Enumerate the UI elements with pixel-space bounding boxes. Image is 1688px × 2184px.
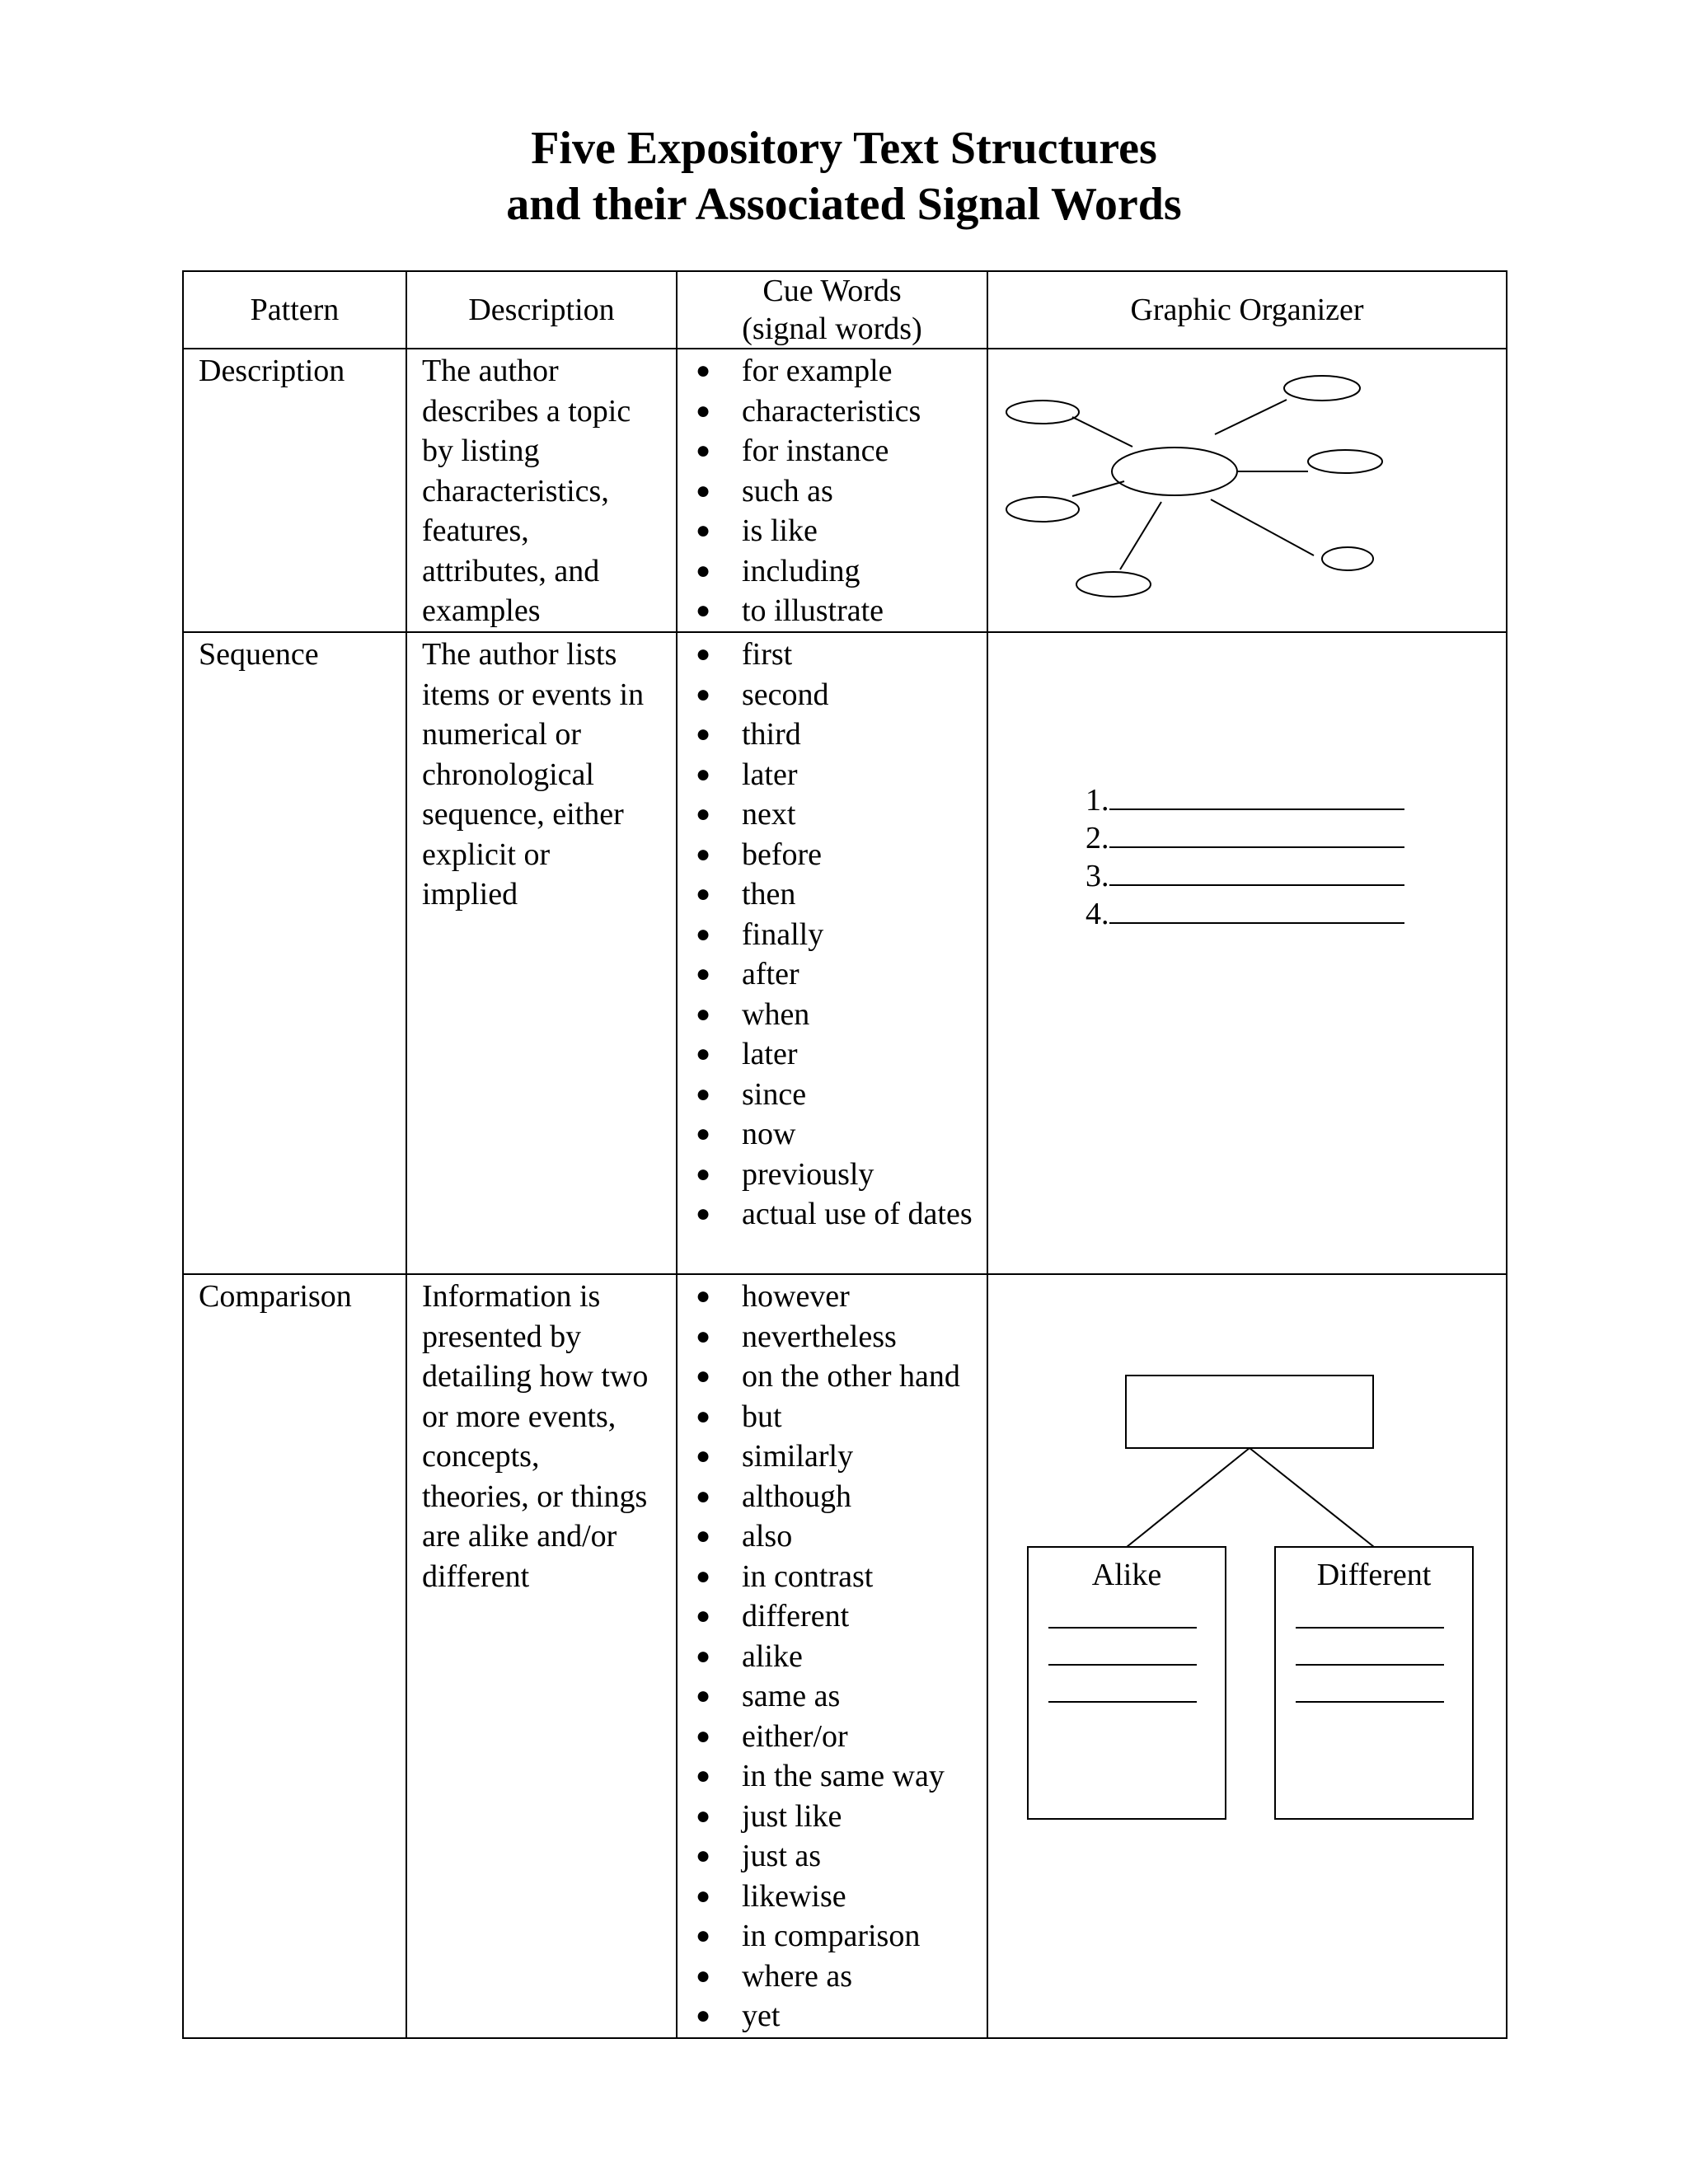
bullet-icon: ● bbox=[696, 1442, 711, 1469]
bullet-icon: ● bbox=[696, 1922, 711, 1949]
blank-line bbox=[1109, 860, 1404, 886]
tree-branch bbox=[1127, 1448, 1250, 1547]
header-row bbox=[183, 271, 1507, 349]
bullet-icon: ● bbox=[696, 1402, 711, 1430]
web-spoke bbox=[1072, 417, 1132, 447]
web-spoke bbox=[1072, 481, 1124, 496]
web-spoke bbox=[1215, 400, 1287, 434]
graphic-organizer-cell bbox=[987, 1274, 1507, 2038]
cue-word: ● yet bbox=[678, 1996, 983, 2036]
cue-words-cell bbox=[677, 349, 987, 632]
bullet-icon: ● bbox=[696, 1802, 711, 1830]
cue-word: ● later bbox=[678, 755, 983, 795]
description-line: or more events, bbox=[422, 1399, 617, 1434]
web-node bbox=[1308, 450, 1382, 473]
alike-label: Alike bbox=[1091, 1558, 1162, 1592]
cue-word: ● first bbox=[678, 635, 983, 675]
bullet-icon: ● bbox=[696, 720, 711, 748]
pattern-cell: Description bbox=[183, 349, 406, 632]
description-line: detailing how two bbox=[422, 1359, 649, 1394]
pattern-cell: Sequence bbox=[183, 632, 406, 1274]
description-line: items or events in bbox=[422, 677, 645, 712]
header-cue-words-line1: Cue Words bbox=[762, 274, 902, 308]
numbered-blank: 2. bbox=[1085, 819, 1404, 857]
web-node bbox=[1076, 572, 1151, 597]
description-line: different bbox=[422, 1558, 530, 1594]
bullet-icon: ● bbox=[696, 960, 711, 987]
description-line: explicit or bbox=[422, 837, 551, 872]
bullet-icon: ● bbox=[696, 1722, 711, 1750]
description-line: The author lists bbox=[422, 637, 617, 672]
compare-tree-diagram bbox=[988, 1275, 1507, 2039]
cue-word: ● likewise bbox=[678, 1877, 983, 1917]
numbered-blank: 4. bbox=[1085, 895, 1404, 933]
web-node bbox=[1006, 401, 1079, 424]
numbered-blank: 3. bbox=[1085, 857, 1404, 895]
cue-word: ● just as bbox=[678, 1836, 983, 1877]
bullet-icon: ● bbox=[696, 1961, 711, 1990]
cue-words-cell bbox=[677, 632, 987, 1274]
cue-word: ● although bbox=[678, 1477, 983, 1517]
bullet-icon: ● bbox=[696, 357, 711, 384]
pattern-cell: Comparison bbox=[183, 1274, 406, 2038]
bullet-icon: ● bbox=[696, 1562, 711, 1590]
bullet-icon: ● bbox=[696, 1482, 711, 1510]
description-line: presented by bbox=[422, 1319, 582, 1354]
description-line: concepts, bbox=[422, 1439, 540, 1474]
header-description: Description bbox=[406, 271, 677, 349]
table-row-description bbox=[183, 349, 1507, 632]
header-pattern: Pattern bbox=[183, 271, 406, 349]
cue-word: ● to illustrate bbox=[678, 591, 983, 631]
bullet-icon: ● bbox=[696, 476, 711, 504]
cue-word: ● for instance bbox=[678, 431, 983, 471]
document-title-line-1: Five Expository Text Structures bbox=[531, 123, 1157, 174]
blank-line bbox=[1109, 822, 1404, 848]
graphic-organizer-cell bbox=[987, 349, 1507, 632]
cue-word: ● later bbox=[678, 1034, 983, 1075]
text-structures-table bbox=[182, 270, 1507, 2039]
description-cell bbox=[406, 632, 677, 1274]
bullet-icon: ● bbox=[696, 640, 711, 668]
cue-words-cell bbox=[677, 1274, 987, 2038]
numbered-blank: 1. bbox=[1085, 781, 1404, 819]
bullet-icon: ● bbox=[696, 1282, 711, 1310]
topic-box bbox=[1126, 1376, 1373, 1448]
bullet-icon: ● bbox=[696, 1080, 711, 1108]
bullet-icon: ● bbox=[696, 1160, 711, 1188]
bullet-icon: ● bbox=[696, 1200, 711, 1227]
bullet-icon: ● bbox=[696, 760, 711, 788]
bullet-icon: ● bbox=[696, 597, 711, 624]
table-row-comparison bbox=[183, 1274, 1507, 2038]
cue-word: ● finally bbox=[678, 915, 983, 955]
cue-word: ● when bbox=[678, 995, 983, 1035]
cue-word: ● then bbox=[678, 874, 983, 915]
bullet-icon: ● bbox=[696, 556, 711, 584]
bullet-icon: ● bbox=[696, 1762, 711, 1789]
cue-word: ● different bbox=[678, 1596, 983, 1637]
blank-line bbox=[1109, 898, 1404, 924]
bullet-icon: ● bbox=[696, 800, 711, 827]
header-cue-words-line2: (signal words) bbox=[742, 312, 922, 346]
numbered-list-organizer bbox=[1085, 781, 1404, 933]
header-graphic-organizer: Graphic Organizer bbox=[987, 271, 1507, 349]
web-node bbox=[1322, 547, 1373, 570]
cue-word: ● where as bbox=[678, 1957, 983, 1997]
description-line: describes a topic bbox=[422, 393, 631, 429]
cue-word: ● now bbox=[678, 1114, 983, 1155]
web-center-node bbox=[1112, 448, 1237, 495]
cue-word: ● next bbox=[678, 794, 983, 835]
bullet-icon: ● bbox=[696, 1642, 711, 1670]
description-line: characteristics, bbox=[422, 473, 609, 509]
tree-branch bbox=[1250, 1448, 1374, 1547]
description-line: numerical or bbox=[422, 717, 582, 752]
document-title-line-2: and their Associated Signal Words bbox=[506, 179, 1182, 230]
bullet-icon: ● bbox=[696, 680, 711, 708]
description-line: by listing bbox=[422, 434, 540, 468]
description-line: Information is bbox=[422, 1279, 601, 1314]
cue-word: ● since bbox=[678, 1075, 983, 1115]
cue-word: ● just like bbox=[678, 1797, 983, 1837]
bullet-icon: ● bbox=[696, 396, 711, 424]
cue-word: ● before bbox=[678, 835, 983, 875]
bullet-icon: ● bbox=[696, 1882, 711, 1910]
cue-word: ● in the same way bbox=[678, 1756, 983, 1797]
bullet-icon: ● bbox=[696, 1842, 711, 1869]
cue-word: ● on the other hand bbox=[678, 1357, 983, 1397]
cue-word: ● also bbox=[678, 1516, 983, 1557]
web-node bbox=[1284, 376, 1360, 401]
description-line: attributes, and bbox=[422, 553, 600, 588]
web-spoke bbox=[1211, 499, 1314, 555]
cue-word: ● third bbox=[678, 715, 983, 755]
description-line: are alike and/or bbox=[422, 1519, 617, 1554]
cue-word: ● similarly bbox=[678, 1436, 983, 1477]
header-cue-words bbox=[677, 271, 987, 349]
bullet-icon: ● bbox=[696, 1322, 711, 1350]
bullet-icon: ● bbox=[696, 1040, 711, 1067]
description-line: theories, or things bbox=[422, 1479, 648, 1514]
cue-word: ● in contrast bbox=[678, 1557, 983, 1597]
cue-word: ● after bbox=[678, 954, 983, 995]
cue-word: ● same as bbox=[678, 1676, 983, 1717]
description-line: examples bbox=[422, 593, 541, 628]
cue-word: ● however bbox=[678, 1277, 983, 1317]
graphic-organizer-cell bbox=[987, 632, 1507, 1274]
bullet-icon: ● bbox=[696, 840, 711, 868]
cue-word: ● characteristics bbox=[678, 391, 983, 432]
description-line: sequence, either bbox=[422, 797, 624, 832]
cue-word-list bbox=[678, 351, 983, 631]
description-cell bbox=[406, 349, 677, 632]
cue-word: ● alike bbox=[678, 1637, 983, 1677]
bullet-icon: ● bbox=[696, 2002, 711, 2029]
different-label: Different bbox=[1316, 1558, 1432, 1592]
description-cell bbox=[406, 1274, 677, 2038]
cue-word: ● is like bbox=[678, 511, 983, 551]
description-line: The author bbox=[422, 354, 559, 388]
table-row-sequence bbox=[183, 632, 1507, 1274]
cue-word: ● nevertheless bbox=[678, 1317, 983, 1357]
cue-word: ● previously bbox=[678, 1155, 983, 1195]
bullet-icon: ● bbox=[696, 1120, 711, 1147]
bullet-icon: ● bbox=[696, 517, 711, 544]
cue-word: ● actual use of dates bbox=[678, 1194, 983, 1235]
description-line: implied bbox=[422, 877, 518, 912]
cue-word-list bbox=[678, 1277, 983, 2036]
description-line: features, bbox=[422, 513, 529, 548]
web-spoke bbox=[1120, 502, 1161, 569]
bullet-icon: ● bbox=[696, 1000, 711, 1028]
cue-word: ● in comparison bbox=[678, 1916, 983, 1957]
bullet-icon: ● bbox=[696, 1602, 711, 1629]
web-diagram bbox=[988, 349, 1507, 633]
cue-word: ● second bbox=[678, 675, 983, 715]
blank-line bbox=[1109, 784, 1404, 810]
cue-word: ● for example bbox=[678, 351, 983, 391]
bullet-icon: ● bbox=[696, 1522, 711, 1549]
cue-word: ● including bbox=[678, 551, 983, 592]
bullet-icon: ● bbox=[696, 1682, 711, 1709]
cue-word: ● such as bbox=[678, 471, 983, 512]
description-line: chronological bbox=[422, 757, 594, 792]
bullet-icon: ● bbox=[696, 920, 711, 948]
bullet-icon: ● bbox=[696, 437, 711, 464]
bullet-icon: ● bbox=[696, 880, 711, 907]
web-node bbox=[1006, 497, 1079, 522]
cue-word: ● either/or bbox=[678, 1717, 983, 1757]
cue-word: ● but bbox=[678, 1397, 983, 1437]
bullet-icon: ● bbox=[696, 1362, 711, 1390]
cue-word-list bbox=[678, 635, 983, 1235]
